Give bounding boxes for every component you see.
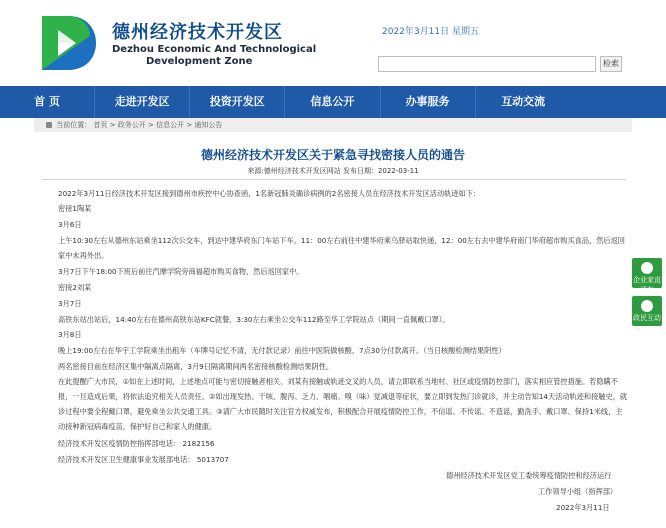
nav-home[interactable]: 首 页 <box>0 86 95 118</box>
enterprise-direct-button[interactable] <box>632 258 662 294</box>
divider <box>42 179 626 180</box>
site-title-en-line2: Development Zone <box>146 56 253 67</box>
article-paragraph: 密接2刘某 <box>58 283 92 292</box>
nav-invest[interactable]: 投资开发区 <box>190 86 285 118</box>
chat-icon <box>641 300 653 312</box>
search-button[interactable]: 检索 <box>600 56 622 72</box>
header-date: 2022年3月11日 星期五 <box>382 27 479 37</box>
main-nav <box>0 86 666 118</box>
contact-line: 经济技术开发区卫生健康事业发展部电话： 5013707 <box>58 455 229 464</box>
enterprise-direct-label: 企业家直通车 <box>633 276 661 294</box>
home-icon <box>46 122 52 128</box>
gov-interaction-button[interactable] <box>632 296 662 326</box>
article-paragraph: 3月7日 <box>58 299 82 308</box>
article-paragraph: 两名密接目前在经济区集中隔离点隔离，3月9日隔离期间两名密接核酸检测结果阴性。 <box>58 362 334 371</box>
search-input[interactable] <box>378 56 596 72</box>
nav-services[interactable]: 办事服务 <box>381 86 476 118</box>
article-paragraph: 高铁东站出站后，14:40左右在德州高铁东站KFC就餐，3:30左右乘坐公交车112路至华工学院站点（期间一直佩戴口罩）。 <box>58 315 450 324</box>
site-header <box>0 0 666 86</box>
article-paragraph: 上午10:30左右从德州东站乘坐112次公交车，到达中建华府东门车站下车。11：00左右前往中建华府乘乌驿站取快递，12：00左右去中建华府南门华府超市购买食品，然后返回家中未再外出。 <box>58 236 625 260</box>
article-meta: 来源:德州经济技术开发区网站 发布日期：2022-03-11 <box>247 167 419 175</box>
site-title-en-line1: Dezhou Economic And Technological <box>112 44 317 55</box>
article-paragraph: 晚上19:00左右在华宇工学院乘坐出租车（车牌号记忆不清，无付款记录）前往中医院做核酸，7点30分付款离开。（当日核酸检测结果阴性） <box>58 346 506 355</box>
site-logo-icon[interactable] <box>38 12 98 74</box>
breadcrumb <box>34 118 632 132</box>
nav-about[interactable]: 走进开发区 <box>95 86 190 118</box>
breadcrumb-path[interactable]: 首页 > 政务公开 > 信息公开 > 通知公告 <box>93 121 223 129</box>
signature-date: 2022年3月11日 <box>556 503 610 512</box>
nav-info-public[interactable]: 信息公开 <box>285 86 380 118</box>
article-paragraph: 密接1陶某 <box>58 204 92 213</box>
article-paragraph: 3月6日 <box>58 220 82 229</box>
article-paragraph: 3月8日 <box>58 330 82 339</box>
site-title: 德州经济技术开发区 <box>112 22 283 43</box>
enterprise-icon <box>641 262 653 274</box>
article-paragraph: 2022年3月11日经济技术开发区接到德州市疾控中心协查函，1名新冠肺炎确诊病例的2名密接人员在经济技术开发区活动轨迹如下： <box>58 189 481 198</box>
signature-org: 德州经济技术开发区党工委统筹疫情防控和经济运行 <box>446 471 612 480</box>
breadcrumb-prefix: 当前位置： <box>56 121 92 129</box>
gov-interaction-label: 政民互动 <box>633 314 661 322</box>
article-title: 德州经济技术开发区关于紧急寻找密接人员的通告 <box>200 148 465 162</box>
article-paragraph: 在此提醒广大市民，①如在上述时间，上述地点可能与密切接触者相关、刘某有接触或轨迹交叉的人员，请立即联系当地村、社区或疫情防控部门，落实相应管控措施。若隐瞒不报，一旦造成后果，将依法追究相关人员责任。②如出现发热、干咳、腹泻、乏力、咽痛、嗅（味）觉减退等症状，要立即到发热门诊就诊，并主动告知14天活动轨迹和接触史，就诊过程中要全程戴口罩，避免乘坐公共交通工具。③请广大市民随时关注官方权威发布，积极配合开展疫情防控工作，不信谣、不传谣、不造谣，勤洗手、戴口罩、保持1米线，主动接种新冠病毒疫苗，保护好自己和家人的健康。 <box>58 377 628 431</box>
signature-group: 工作领导小组（指挥部） <box>538 487 618 496</box>
article-paragraph: 3月7日下午18:00下班后前往汽摩学院旁商福超市购买食物，然后返回家中。 <box>58 267 304 276</box>
nav-interaction[interactable]: 互动交流 <box>501 95 546 108</box>
contact-line: 经济技术开发区疫情防控指挥部电话： 2182156 <box>58 439 215 448</box>
